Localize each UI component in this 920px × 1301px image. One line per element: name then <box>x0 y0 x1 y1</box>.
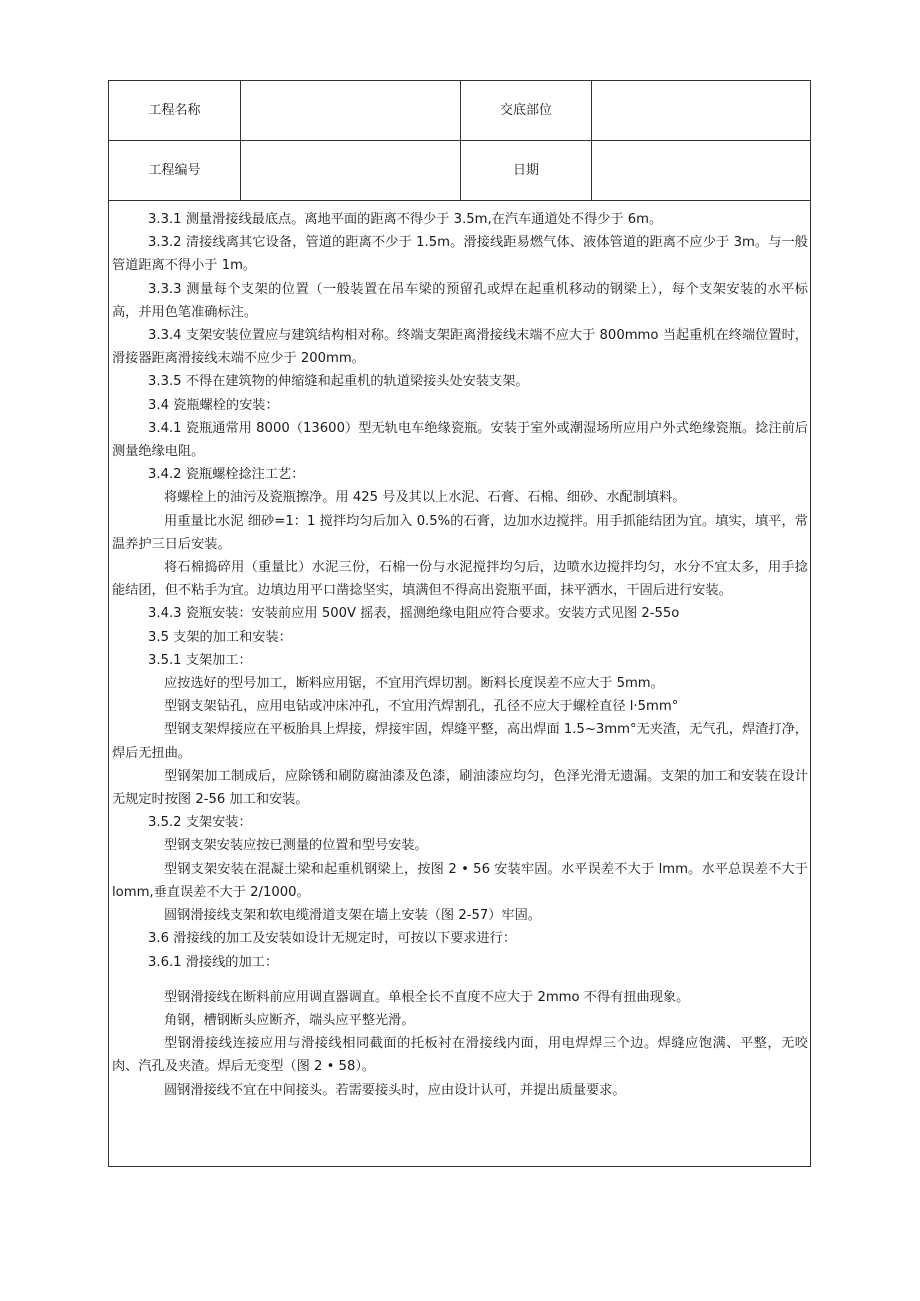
paragraph: 3.5.2 支架安装： <box>148 815 252 831</box>
handover-content <box>109 201 810 1102</box>
paragraph: 3.5.1 支架加工： <box>148 652 252 668</box>
paragraph: 3.4.1 瓷瓶通常用 8000（13600）型无轨电车绝缘瓷瓶。安装于室外或潮湿场所应用户外式绝缘瓷瓶。捻注前后测量绝缘电阻。 <box>112 420 808 460</box>
paragraph: 角钢，槽钢断头应断齐，端头应平整光滑。 <box>164 1012 415 1028</box>
project-name-value[interactable] <box>241 81 461 140</box>
paragraph: 3.3.3 测量每个支架的位置（一般装置在吊车梁的预留孔或焊在起重机移动的钢梁上），每个支架安装的水平标高，并用色笔准确标注。 <box>112 281 808 320</box>
paragraph: 3.3.4 支架安装位置应与建筑结构相对称。终端支架距离滑接线末端不应大于 800mmo 当起重机在终端位置时，滑接器距离滑接线末端不应少于 200mm。 <box>112 328 808 367</box>
paragraph: 圆钢滑接线不宜在中间接头。若需要接头时，应由设计认可，并提出质量要求。 <box>164 1082 626 1098</box>
paragraph: 3.3.2 清接线离其它设备，管道的距离不少于 1.5m。滑接线距易燃气体、液体管道的距离不应少于 3m。与一般管道距离不得小于 1m。 <box>112 235 808 274</box>
date-label: 日期 <box>461 141 592 200</box>
handover-part-label: 交底部位 <box>461 81 592 140</box>
paragraph: 型钢支架安装在混凝土梁和起重机钢梁上，按图 2 • 56 安装牢固。水平误差不大于 lmm。水平总误差不大于 lomm,垂直误差不大于 2/1000。 <box>112 861 808 900</box>
handover-form <box>108 80 811 1167</box>
paragraph: 将石棉捣碎用（重量比）水泥三份，石棉一份与水泥搅拌均匀后，边喷水边搅拌均匀，水分不宜太多，用手捻能结团，但不粘手为宜。边填边用平口凿捻坚实，填满但不得高出瓷瓶平面，抹平洒水，干固后进行安装。 <box>112 560 808 599</box>
paragraph: 3.6.1 滑接线的加工： <box>148 954 279 970</box>
paragraph: 型钢架加工制成后，应除锈和刷防腐油漆及色漆，刷油漆应均匀，色泽光滑无遗漏。支架的加工和安装在设计无规定时按图 2-56 加工和安装。 <box>112 768 808 808</box>
paragraph: 型钢滑接线在断料前应用调直器调直。单根全长不直度不应大于 2mmo 不得有扭曲现象。 <box>164 989 690 1005</box>
header-row-1 <box>109 81 810 141</box>
paragraph: 3.4 瓷瓶螺栓的安装： <box>148 397 279 413</box>
paragraph: 将螺栓上的油污及瓷瓶擦净。用 425 号及其以上水泥、石膏、石棉、细砂、水配制填料。 <box>164 490 686 506</box>
paragraph: 用重量比水泥 细砂=1：1 搅拌均匀后加入 0.5%的石膏，边加水边搅拌。用手抓能结团为宜。填实，填平，常温养护三日后安装。 <box>112 513 808 552</box>
project-name-label: 工程名称 <box>109 81 241 140</box>
paragraph: 3.6 滑接线的加工及安装如设计无规定时，可按以下要求进行： <box>148 931 517 947</box>
paragraph: 型钢支架焊接应在平板胎具上焊接，焊接牢固，焊缝平整，高出焊面 1.5~3mm°无夹渣，无气孔，焊渣打净，焊后无扭曲。 <box>112 722 808 761</box>
paragraph: 3.3.5 不得在建筑物的伸缩缝和起重机的轨道梁接头处安装支架。 <box>148 374 529 390</box>
paragraph: 型钢支架安装应按已测量的位置和型号安装。 <box>164 838 428 854</box>
header-row-2 <box>109 141 810 201</box>
paragraph: 应按选好的型号加工，断料应用锯，不宜用汽焊切割。断料长度误差不应大于 5mm。 <box>164 676 664 692</box>
paragraph: 圆钢滑接线支架和软电缆滑道支架在墙上安装（图 2-57）牢固。 <box>164 908 541 924</box>
paragraph: 3.4.3 瓷瓶安装：安装前应用 500V 摇表，摇测绝缘电阻应符合要求。安装方式见图 2-55o <box>148 606 680 622</box>
project-no-value[interactable] <box>241 141 461 200</box>
paragraph: 3.5 支架的加工和安装： <box>148 629 292 645</box>
project-no-label: 工程编号 <box>109 141 241 200</box>
paragraph: 型钢支架钻孔，应用电钻或冲床冲孔，不宜用汽焊割孔，孔径不应大于螺栓直径 l·5mm° <box>164 699 679 715</box>
date-value[interactable] <box>592 141 810 200</box>
paragraph: 3.4.2 瓷瓶螺栓捻注工艺： <box>148 467 305 483</box>
paragraph: 3.3.1 测量滑接线最底点。离地平面的距离不得少于 3.5m,在汽车通道处不得少于 6m。 <box>148 212 663 227</box>
handover-part-value[interactable] <box>592 81 810 140</box>
paragraph: 型钢滑接线连接应用与滑接线相同截面的托板衬在滑接线内面，用电焊焊三个边。焊缝应饱满、平整，无咬肉、汽孔及夹渣。焊后无变型（图 2 • 58）。 <box>112 1036 808 1075</box>
